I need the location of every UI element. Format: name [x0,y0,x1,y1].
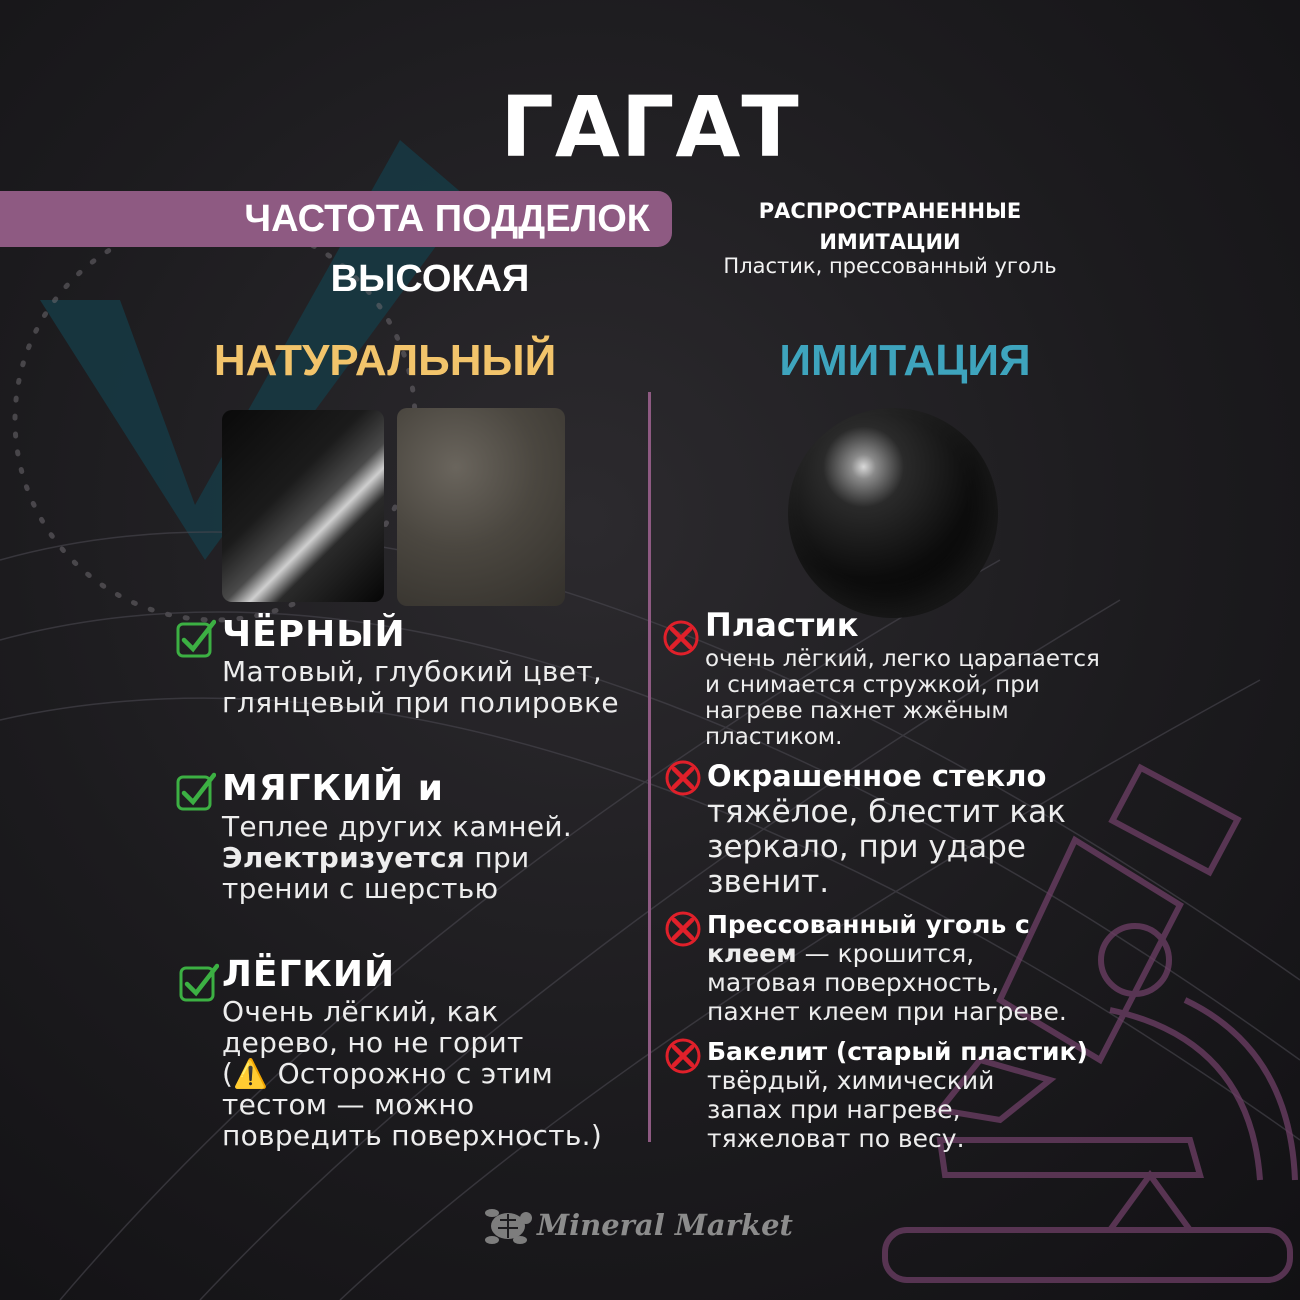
brand-name: Mineral Market [537,1208,793,1242]
check-icon [176,618,216,658]
feature-black-line: глянцевый при полировке [222,686,619,719]
imitation-bakelite-text [707,1037,1088,1153]
common-imitations-title-line1: РАСПРОСТРАНЕННЫЕ [758,199,1022,223]
common-imitations-text: Пластик, прессованный уголь [723,254,1057,278]
imitation-bead-photo [788,408,998,618]
feature-light-title: ЛЁГКИЙ [222,954,396,995]
column-divider [648,392,651,1142]
cross-icon [662,619,700,657]
imitation-plastic-line: нагреве пахнет жжёным [705,698,1009,724]
fake-frequency-value: ВЫСОКАЯ [330,258,530,300]
feature-soft-line [222,842,572,873]
common-imitations-title [690,196,1090,258]
fake-frequency-banner [0,191,672,247]
cross-icon [664,910,702,948]
imitation-column-heading: ИМИТАЦИЯ [779,336,1031,385]
feature-soft-text [222,811,572,904]
imitation-coal-title-bold: клеем [707,939,797,968]
feature-soft-rest: при [465,841,530,874]
imitation-glass-line: тяжёлое, блестит как [707,794,1066,830]
feature-light-line: дерево, но не горит [222,1026,524,1059]
feature-light-text [222,996,602,1151]
cross-icon [664,759,702,797]
imitation-bakelite-line: тяжеловат по весу. [707,1124,965,1153]
imitation-bakelite-line: запах при нагреве, [707,1095,961,1124]
common-imitations-title-line2: ИМИТАЦИИ [819,230,961,254]
natural-jet-photo-polished [222,410,384,602]
imitation-bakelite-line: твёрдый, химический [707,1066,995,1095]
natural-jet-photo-matte [397,408,565,606]
page-title: ГАГАТ [500,78,800,176]
imitation-plastic-line: очень лёгкий, легко царапается [705,646,1100,672]
feature-soft-title: МЯГКИЙ и [222,768,444,809]
feature-light-line: Очень лёгкий, как [222,995,499,1028]
check-icon [179,962,219,1002]
feature-light-line: повредить поверхность.) [222,1119,603,1152]
imitation-coal-title: Прессованный уголь с [707,910,1030,939]
feature-light-line: тестом — можно [222,1088,475,1121]
feature-black-line: Матовый, глубокий цвет, [222,655,603,688]
imitation-plastic-title: Пластик [705,606,859,644]
imitation-bakelite-title: Бакелит (старый пластик) [707,1037,1088,1066]
turtle-logo-icon [480,1198,536,1250]
feature-soft-bold: Электризуется [222,841,466,874]
imitation-plastic-line: и снимается стружкой, при [705,672,1040,698]
check-icon [176,771,216,811]
imitation-coal-line [707,939,1067,968]
imitation-glass-line: звенит. [707,864,830,900]
imitation-glass-title: Окрашенное стекло [707,759,1047,793]
imitation-glass-text [707,795,1066,900]
feature-black-text [222,656,619,718]
natural-column-heading: НАТУРАЛЬНЫЙ [213,336,557,385]
imitation-coal-text [707,910,1067,1026]
feature-black-title: ЧЁРНЫЙ [222,614,406,655]
imitation-plastic-line: пластиком. [705,724,843,750]
imitation-coal-rest: — крошится, [796,939,975,968]
imitation-plastic-text [705,646,1100,750]
feature-light-line: (⚠️ Осторожно с этим [222,1057,554,1090]
fake-frequency-label: ЧАСТОТА ПОДДЕЛОК [244,198,650,240]
feature-soft-line: Теплее других камней. [222,810,573,843]
imitation-glass-line: зеркало, при ударе [707,829,1026,865]
imitation-coal-line: матовая поверхность, [707,968,1000,997]
imitation-coal-line: пахнет клеем при нагреве. [707,997,1067,1026]
feature-soft-line: трении с шерстью [222,872,499,905]
cross-icon [664,1037,702,1075]
